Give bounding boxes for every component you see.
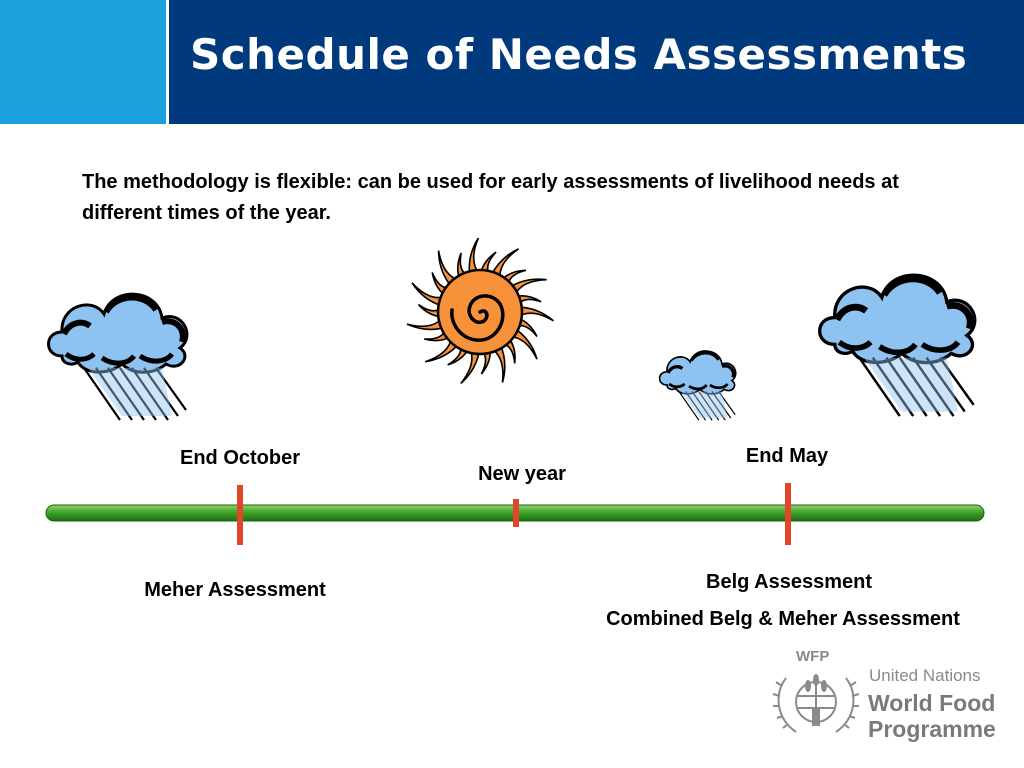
marker-label-end-may: End May [745, 445, 829, 467]
world-food-text: World Food [868, 690, 996, 716]
belg-assessment-label: Belg Assessment [706, 571, 872, 593]
programme-text: Programme [868, 716, 996, 742]
meher-assessment-label: Meher Assessment [144, 579, 326, 601]
rain-cloud-icon [49, 294, 187, 420]
tick-end-october [237, 485, 243, 545]
small-rain-cloud-icon [660, 351, 736, 420]
tick-new-year [513, 499, 519, 527]
intro-text: The methodology is flexible: can be used for early assessments of livelihood needs at different times of the year. [82, 171, 899, 224]
united-nations-text: United Nations [869, 666, 981, 685]
large-rain-cloud-icon [820, 275, 975, 416]
combined-assessment-label: Combined Belg & Meher Assessment [606, 608, 960, 630]
slide-title: Schedule of Needs Assessments [190, 30, 968, 79]
sun-icon [407, 238, 553, 383]
wfp-abbreviation: WFP [796, 648, 830, 665]
marker-label-end-october: End October [179, 447, 301, 469]
wfp-logo [768, 646, 1008, 746]
tick-end-may [785, 483, 791, 545]
marker-label-new-year: New year [478, 463, 566, 485]
